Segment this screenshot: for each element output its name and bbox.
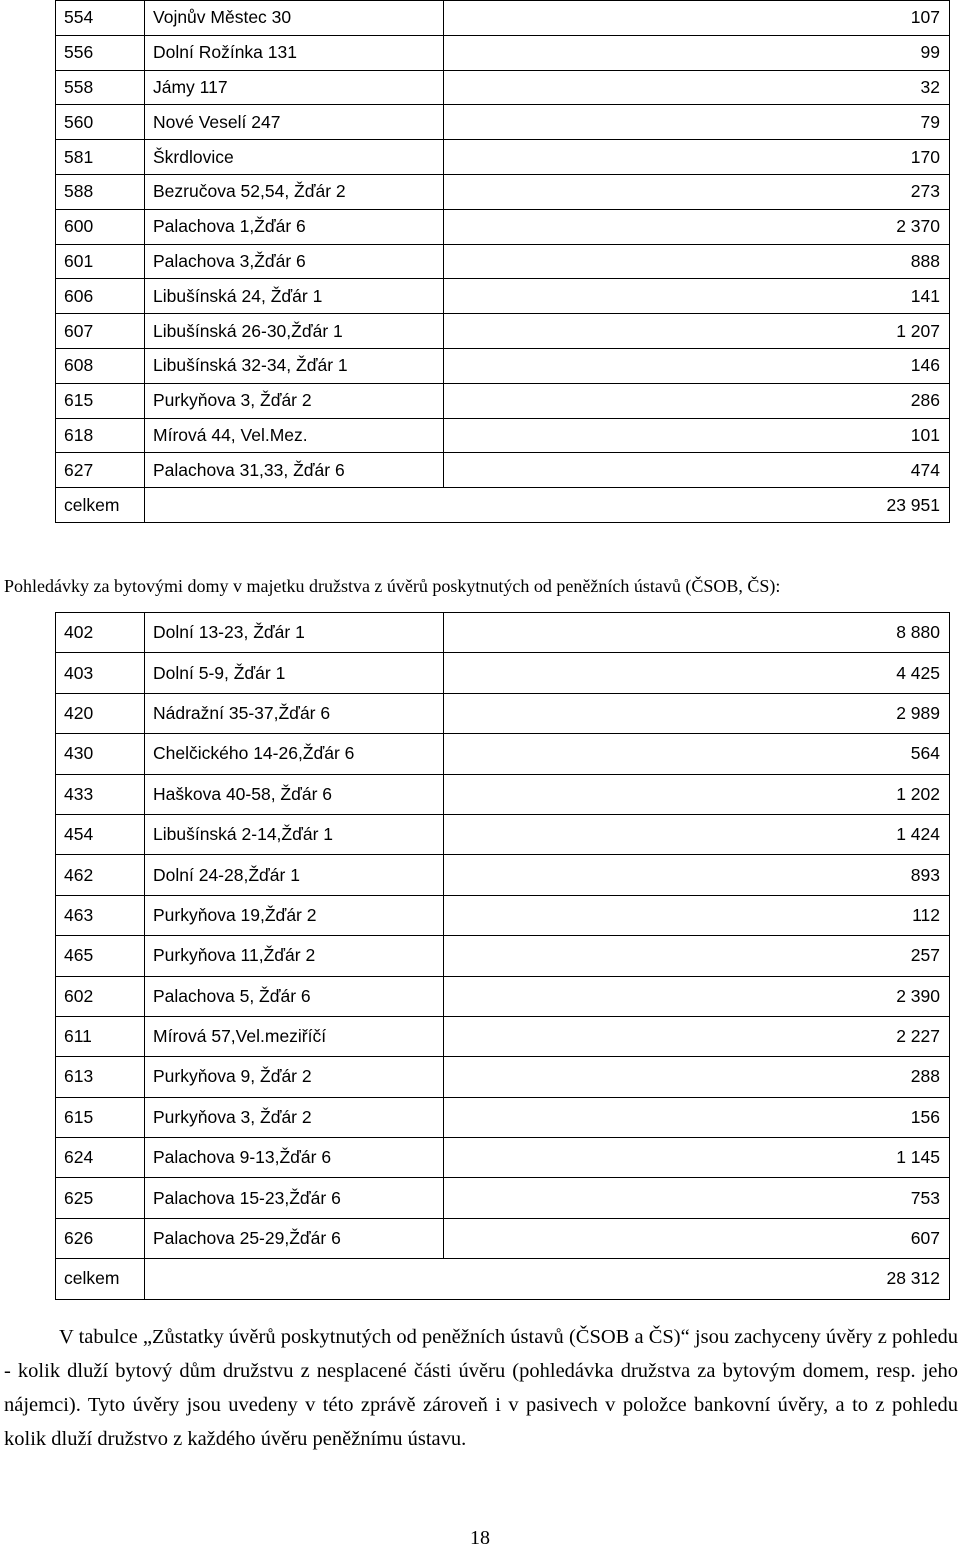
row-code: 600 bbox=[56, 209, 145, 244]
row-amount: 99 bbox=[444, 35, 950, 70]
row-address: Purkyňova 19,Žďár 2 bbox=[145, 895, 444, 935]
row-code: 618 bbox=[56, 418, 145, 453]
row-address: Libušínská 24, Žďár 1 bbox=[145, 279, 444, 314]
row-amount: 146 bbox=[444, 348, 950, 383]
row-amount: 2 390 bbox=[444, 976, 950, 1016]
row-address: Purkyňova 9, Žďár 2 bbox=[145, 1057, 444, 1097]
row-address: Libušínská 2-14,Žďár 1 bbox=[145, 814, 444, 854]
row-amount: 2 227 bbox=[444, 1016, 950, 1056]
total-label: celkem bbox=[56, 1259, 145, 1299]
total-value: 23 951 bbox=[145, 488, 950, 523]
row-code: 433 bbox=[56, 774, 145, 814]
row-code: 627 bbox=[56, 453, 145, 488]
loans-table-2-body bbox=[56, 613, 950, 1300]
row-amount: 1 207 bbox=[444, 314, 950, 349]
table-row bbox=[56, 279, 950, 314]
table-row bbox=[56, 244, 950, 279]
row-address: Nové Veselí 247 bbox=[145, 105, 444, 140]
row-address: Škrdlovice bbox=[145, 140, 444, 175]
row-address: Dolní Rožínka 131 bbox=[145, 35, 444, 70]
row-amount: 2 370 bbox=[444, 209, 950, 244]
total-row bbox=[56, 1259, 950, 1299]
table-row bbox=[56, 653, 950, 693]
total-row bbox=[56, 488, 950, 523]
row-amount: 1 424 bbox=[444, 814, 950, 854]
row-code: 462 bbox=[56, 855, 145, 895]
table-row bbox=[56, 348, 950, 383]
row-code: 613 bbox=[56, 1057, 145, 1097]
paragraph-text: V tabulce „Zůstatky úvěrů poskytnutých od peněžních ústavů (ČSOB a ČS)“ jsou zachyceny úvěry z pohledu - kolik dluží bytový dům družstvu z nesplacené části úvěru (pohledávka družstva za bytovým domem, resp. jeho nájemci). Tyto úvěry jsou uvedeny v této zprávě zároveň i v pasivech v položce bankovní úvěry, a to z pohledu kolik dluží družstvo z každého úvěru peněžnímu ústavu. bbox=[4, 1326, 958, 1450]
row-address: Vojnův Městec 30 bbox=[145, 1, 444, 36]
row-code: 430 bbox=[56, 734, 145, 774]
table-row bbox=[56, 453, 950, 488]
table-row bbox=[56, 1097, 950, 1137]
row-amount: 286 bbox=[444, 383, 950, 418]
section-heading: Pohledávky za bytovými domy v majetku družstva z úvěrů poskytnutých od peněžních ústavů (ČSOB, ČS): bbox=[4, 576, 781, 596]
table-row bbox=[56, 693, 950, 733]
row-address: Nádražní 35-37,Žďár 6 bbox=[145, 693, 444, 733]
row-address: Libušínská 26-30,Žďár 1 bbox=[145, 314, 444, 349]
table-row bbox=[56, 35, 950, 70]
explanation-paragraph bbox=[4, 1320, 958, 1456]
table-row bbox=[56, 209, 950, 244]
row-address: Palachova 25-29,Žďár 6 bbox=[145, 1218, 444, 1258]
row-code: 463 bbox=[56, 895, 145, 935]
table-row bbox=[56, 1178, 950, 1218]
table-row bbox=[56, 70, 950, 105]
row-code: 606 bbox=[56, 279, 145, 314]
row-amount: 273 bbox=[444, 174, 950, 209]
table-row bbox=[56, 1, 950, 36]
row-code: 465 bbox=[56, 936, 145, 976]
row-code: 607 bbox=[56, 314, 145, 349]
table-row bbox=[56, 774, 950, 814]
row-amount: 1 202 bbox=[444, 774, 950, 814]
row-amount: 257 bbox=[444, 936, 950, 976]
row-amount: 79 bbox=[444, 105, 950, 140]
row-code: 402 bbox=[56, 613, 145, 653]
row-amount: 607 bbox=[444, 1218, 950, 1258]
loans-table-1-body bbox=[56, 1, 950, 523]
row-address: Dolní 5-9, Žďár 1 bbox=[145, 653, 444, 693]
row-amount: 888 bbox=[444, 244, 950, 279]
row-address: Jámy 117 bbox=[145, 70, 444, 105]
table-row bbox=[56, 936, 950, 976]
row-code: 558 bbox=[56, 70, 145, 105]
row-amount: 170 bbox=[444, 140, 950, 175]
row-address: Palachova 3,Žďár 6 bbox=[145, 244, 444, 279]
table-row bbox=[56, 314, 950, 349]
row-code: 560 bbox=[56, 105, 145, 140]
row-address: Mírová 44, Vel.Mez. bbox=[145, 418, 444, 453]
row-amount: 107 bbox=[444, 1, 950, 36]
total-label: celkem bbox=[56, 488, 145, 523]
table-row bbox=[56, 895, 950, 935]
table-row bbox=[56, 383, 950, 418]
row-code: 624 bbox=[56, 1138, 145, 1178]
table-row bbox=[56, 855, 950, 895]
row-address: Chelčického 14-26,Žďár 6 bbox=[145, 734, 444, 774]
row-amount: 564 bbox=[444, 734, 950, 774]
row-amount: 2 989 bbox=[444, 693, 950, 733]
table-row bbox=[56, 1057, 950, 1097]
row-address: Palachova 1,Žďár 6 bbox=[145, 209, 444, 244]
row-code: 454 bbox=[56, 814, 145, 854]
table-row bbox=[56, 174, 950, 209]
row-amount: 141 bbox=[444, 279, 950, 314]
row-code: 588 bbox=[56, 174, 145, 209]
row-code: 615 bbox=[56, 383, 145, 418]
loans-table-1 bbox=[55, 0, 950, 523]
row-address: Haškova 40-58, Žďár 6 bbox=[145, 774, 444, 814]
row-code: 602 bbox=[56, 976, 145, 1016]
table-row bbox=[56, 734, 950, 774]
row-code: 556 bbox=[56, 35, 145, 70]
row-amount: 474 bbox=[444, 453, 950, 488]
row-address: Palachova 31,33, Žďár 6 bbox=[145, 453, 444, 488]
row-amount: 8 880 bbox=[444, 613, 950, 653]
table-row bbox=[56, 105, 950, 140]
table-row bbox=[56, 1138, 950, 1178]
row-amount: 893 bbox=[444, 855, 950, 895]
row-address: Dolní 13-23, Žďár 1 bbox=[145, 613, 444, 653]
table-row bbox=[56, 1016, 950, 1056]
total-value: 28 312 bbox=[145, 1259, 950, 1299]
table-row bbox=[56, 613, 950, 653]
row-address: Purkyňova 3, Žďár 2 bbox=[145, 383, 444, 418]
row-code: 608 bbox=[56, 348, 145, 383]
row-amount: 4 425 bbox=[444, 653, 950, 693]
page-number: 18 bbox=[470, 1527, 490, 1549]
row-address: Palachova 15-23,Žďár 6 bbox=[145, 1178, 444, 1218]
loans-table-2 bbox=[55, 612, 950, 1300]
row-amount: 112 bbox=[444, 895, 950, 935]
table-row bbox=[56, 1218, 950, 1258]
row-code: 626 bbox=[56, 1218, 145, 1258]
row-code: 581 bbox=[56, 140, 145, 175]
row-code: 601 bbox=[56, 244, 145, 279]
row-amount: 288 bbox=[444, 1057, 950, 1097]
row-address: Palachova 9-13,Žďár 6 bbox=[145, 1138, 444, 1178]
row-amount: 101 bbox=[444, 418, 950, 453]
row-address: Mírová 57,Vel.meziříčí bbox=[145, 1016, 444, 1056]
table-row bbox=[56, 976, 950, 1016]
row-code: 403 bbox=[56, 653, 145, 693]
row-amount: 32 bbox=[444, 70, 950, 105]
row-amount: 156 bbox=[444, 1097, 950, 1137]
row-amount: 753 bbox=[444, 1178, 950, 1218]
row-code: 554 bbox=[56, 1, 145, 36]
row-address: Purkyňova 11,Žďár 2 bbox=[145, 936, 444, 976]
row-code: 615 bbox=[56, 1097, 145, 1137]
table-row bbox=[56, 814, 950, 854]
row-code: 420 bbox=[56, 693, 145, 733]
row-code: 611 bbox=[56, 1016, 145, 1056]
row-address: Purkyňova 3, Žďár 2 bbox=[145, 1097, 444, 1137]
row-amount: 1 145 bbox=[444, 1138, 950, 1178]
row-address: Bezručova 52,54, Žďár 2 bbox=[145, 174, 444, 209]
table-row bbox=[56, 418, 950, 453]
row-address: Dolní 24-28,Žďár 1 bbox=[145, 855, 444, 895]
row-code: 625 bbox=[56, 1178, 145, 1218]
row-address: Libušínská 32-34, Žďár 1 bbox=[145, 348, 444, 383]
row-address: Palachova 5, Žďár 6 bbox=[145, 976, 444, 1016]
table-row bbox=[56, 140, 950, 175]
